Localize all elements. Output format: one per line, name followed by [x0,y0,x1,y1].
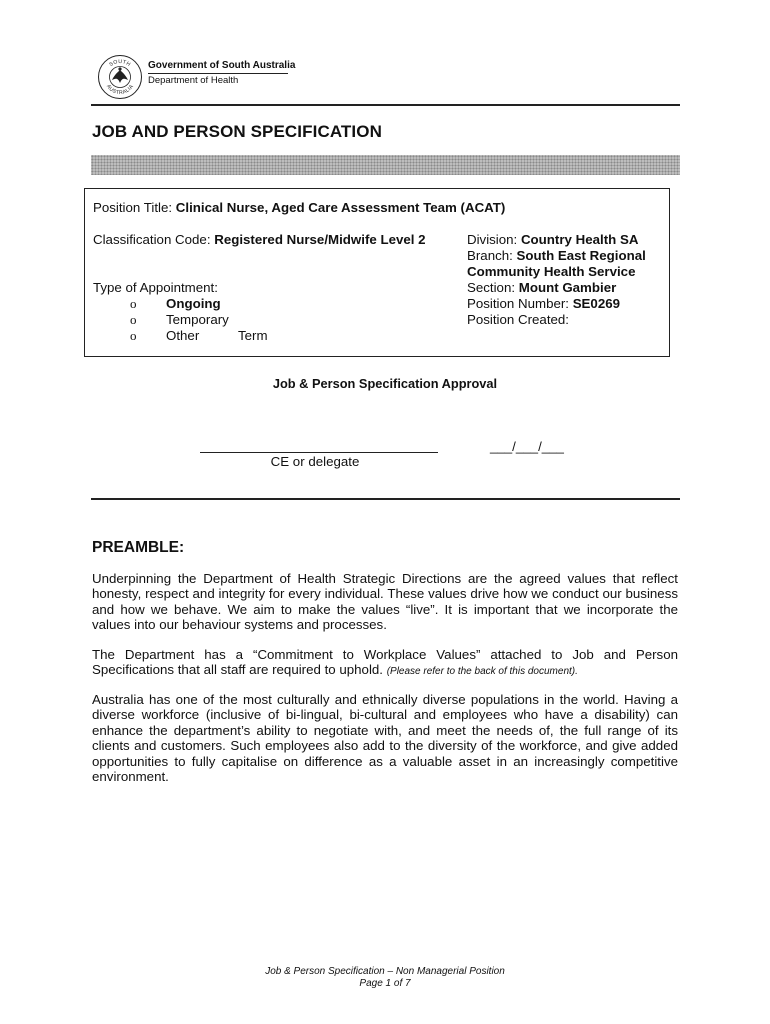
seal-ring-text-bottom: AUSTRALIA [104,83,136,97]
signature-line [200,452,438,453]
header-divider [148,73,288,74]
appointment-option-other [130,328,137,344]
preamble-paragraph: Australia has one of the most culturally and ethnically diverse populations in the world. Having a diverse workforce (inclusive of bi-lingual, bi-cultural and employees who have a disability) can enhance the department’s ability to negotiate with, and meet the needs of, the full range of its clients and customers. Such employees also add to the diversity of the workforce, and give added opportunities to fully capitalise on difference as a valuable asset in an increasingly competitive environment. [92,692,678,785]
department-name: Department of Health [148,75,239,86]
seal-ring-text-top: SOUTH [108,58,132,69]
document-title: JOB AND PERSON SPECIFICATION [92,122,382,141]
division-row [467,232,638,248]
top-rule [91,104,680,106]
state-seal-icon [98,55,142,99]
branch-label: Branch: [467,248,517,263]
position-number-row [467,296,620,312]
appointment-type-label: Type of Appointment: [93,280,218,295]
preamble-paragraph: Underpinning the Department of Health Strategic Directions are the agreed values that reflect honesty, respect and integrity for every individual. These values drive how we conduct our business and how we behave. We aim to make the values “live”. It is important that we incorporate the values into our behaviour systems and processes. [92,571,678,633]
position-created-label: Position Created: [467,312,569,327]
footer-document-type: Job & Person Specification – Non Managerial Position [265,966,505,977]
branch-value-line2: Community Health Service [467,264,636,279]
appointment-option-label: Ongoing [166,296,221,311]
section-divider [91,498,680,500]
appointment-option-ongoing [130,296,137,312]
approval-heading: Job & Person Specification Approval [272,376,498,391]
refer-back-note: (Please refer to the back of this document). [386,666,578,678]
section-value: Mount Gambier [518,280,617,295]
svg-text:AUSTRALIA [105,84,135,97]
option-bullet-icon: o [130,312,137,327]
position-title-label: Position Title: [93,200,176,215]
option-bullet-icon: o [130,328,137,343]
section-label: Section: [467,280,519,295]
preamble-paragraph [92,647,678,680]
classification-label: Classification Code: [93,232,215,247]
workplace-values-text: The Department has a “Commitment to Workplace Values” attached to Job and Person Specifications that all staff are required to uphold. [92,647,678,678]
position-title-value: Clinical Nurse, Aged Care Assessment Team (ACAT) [175,200,506,215]
appointment-option-label: Other [166,328,200,343]
division-value: Country Health SA [520,232,639,247]
classification-row [93,232,426,248]
branch-value-line1: South East Regional [516,248,646,263]
approval-date-field: ___/___/___ [490,439,564,454]
option-bullet-icon: o [130,296,137,311]
division-label: Division: [467,232,521,247]
position-number-label: Position Number: [467,296,573,311]
position-number-value: SE0269 [572,296,621,311]
other-detail-value: Term [238,328,268,343]
appointment-option-temporary [130,312,137,328]
preamble-heading: PREAMBLE: [92,539,185,556]
section-row [467,280,616,296]
shaded-band [91,155,680,175]
footer-page-number: Page 1 of 7 [359,978,411,989]
classification-value: Registered Nurse/Midwife Level 2 [214,232,426,247]
signatory-label: CE or delegate [270,454,360,469]
branch-row [467,248,646,264]
position-title-row [93,200,505,216]
government-name: Government of South Australia [148,60,296,71]
appointment-option-label: Temporary [166,312,229,327]
